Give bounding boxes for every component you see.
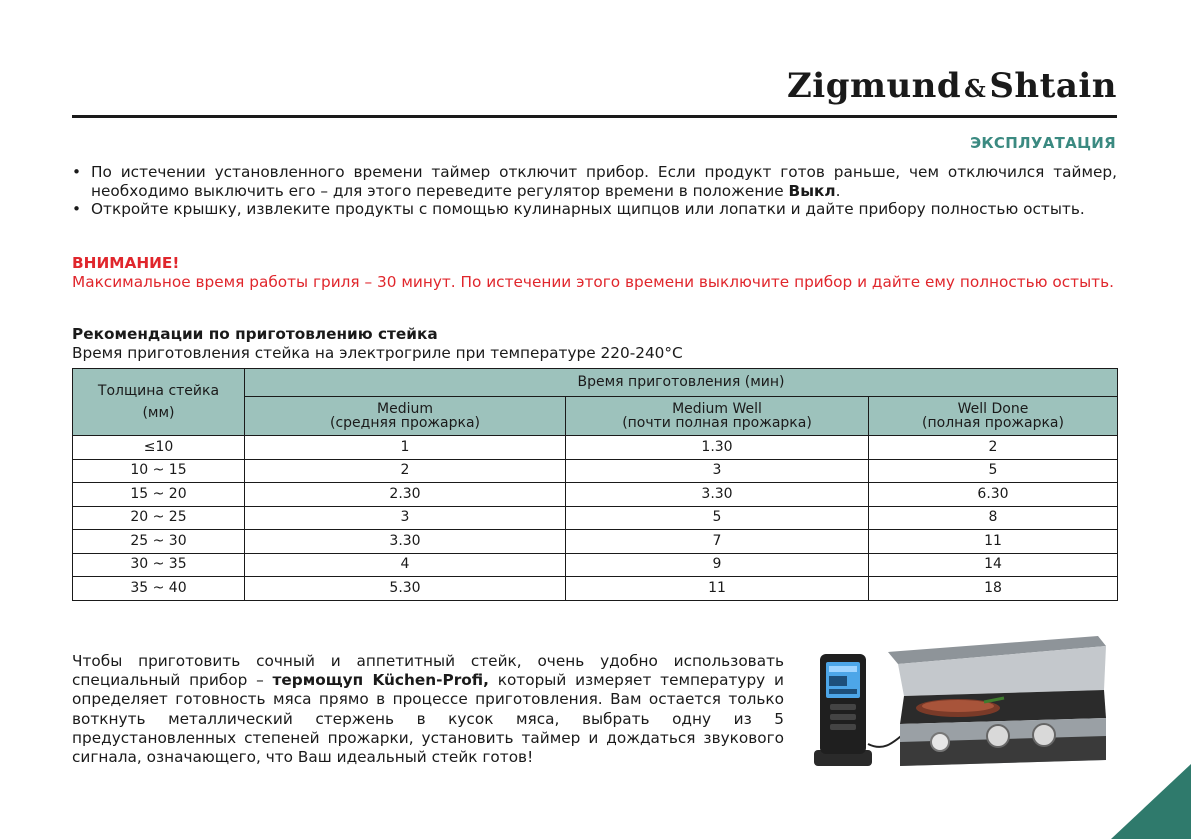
table-cell: 18 bbox=[869, 577, 1118, 601]
table-cell: 25 ~ 30 bbox=[73, 530, 245, 554]
column-header-medium-well: Medium Well (почти полная прожарка) bbox=[566, 397, 869, 436]
table-cell: 3.30 bbox=[245, 530, 566, 554]
table-cell: 9 bbox=[566, 553, 869, 577]
table-cell: 20 ~ 25 bbox=[73, 506, 245, 530]
grill-with-thermometer-photo bbox=[808, 632, 1108, 774]
thickness-header: Толщина стейка (мм) bbox=[73, 369, 245, 436]
section-title: ЭКСПЛУАТАЦИЯ bbox=[970, 134, 1116, 152]
table-cell: 4 bbox=[245, 553, 566, 577]
table-row bbox=[73, 553, 1118, 577]
corner-decoration bbox=[1051, 764, 1191, 839]
brand-logo: Zigmund &Shtain bbox=[786, 66, 1117, 106]
thermometer-paragraph: Чтобы приготовить сочный и аппетитный стейк, очень удобно использовать специальный прибор – термощуп Küchen-Profi, который измеряет температуру и определяет готовность мяса прямо в процессе приготовления. Вам остается только воткнуть металлический стержень в кусок мяса, выбрать одну из 5 предустановленных степеней прожарки, установить таймер и дождаться звукового сигнала, означающего, что Ваш идеальный стейк готов! bbox=[72, 652, 784, 767]
table-row bbox=[73, 506, 1118, 530]
recommendations-block bbox=[72, 325, 683, 363]
table-cell: 11 bbox=[566, 577, 869, 601]
table-cell: 10 ~ 15 bbox=[73, 459, 245, 483]
warning-text: Максимальное время работы гриля – 30 минут. По истечении этого времени выключите прибор и дайте ему полностью остыть. bbox=[72, 272, 1114, 291]
warning-block bbox=[72, 254, 1117, 291]
list-item: • По истечении установленного времени таймер отключит прибор. Если продукт готов раньше, чем отключился таймер, необходимо выключить его – для этого переведите регулятор времени в положение Выкл. bbox=[72, 163, 1117, 200]
table-cell: 3 bbox=[245, 506, 566, 530]
table-cell: 3.30 bbox=[566, 483, 869, 507]
column-header-well-done: Well Done (полная прожарка) bbox=[869, 397, 1118, 436]
table-cell: 15 ~ 20 bbox=[73, 483, 245, 507]
column-header-medium: Medium (средняя прожарка) bbox=[245, 397, 566, 436]
list-item: • Откройте крышку, извлеките продукты с помощью кулинарных щипцов или лопатки и дайте прибору полностью остыть. bbox=[72, 200, 1117, 219]
table-cell: 2 bbox=[869, 436, 1118, 460]
table-cell: 2.30 bbox=[245, 483, 566, 507]
cooking-time-table bbox=[72, 368, 1118, 601]
header-divider bbox=[72, 115, 1117, 118]
recommendations-subtitle: Время приготовления стейка на электрогриле при температуре 220-240°С bbox=[72, 344, 683, 362]
table-cell: 5 bbox=[869, 459, 1118, 483]
table-cell: 1 bbox=[245, 436, 566, 460]
table-row bbox=[73, 459, 1118, 483]
table-cell: ≤10 bbox=[73, 436, 245, 460]
table-row bbox=[73, 483, 1118, 507]
table-row bbox=[73, 577, 1118, 601]
table-cell: 7 bbox=[566, 530, 869, 554]
table-row bbox=[73, 530, 1118, 554]
table-cell: 30 ~ 35 bbox=[73, 553, 245, 577]
warning-title: ВНИМАНИЕ! bbox=[72, 254, 180, 272]
table-cell: 3 bbox=[566, 459, 869, 483]
recommendations-title: Рекомендации по приготовлению стейка bbox=[72, 325, 438, 343]
table-cell: 1.30 bbox=[566, 436, 869, 460]
table-cell: 14 bbox=[869, 553, 1118, 577]
table-cell: 35 ~ 40 bbox=[73, 577, 245, 601]
table-cell: 11 bbox=[869, 530, 1118, 554]
table-cell: 2 bbox=[245, 459, 566, 483]
table-cell: 8 bbox=[869, 506, 1118, 530]
table-row bbox=[73, 436, 1118, 460]
table-cell: 5 bbox=[566, 506, 869, 530]
time-header: Время приготовления (мин) bbox=[245, 369, 1118, 397]
instruction-list bbox=[72, 163, 1117, 219]
table-cell: 6.30 bbox=[869, 483, 1118, 507]
table-cell: 5.30 bbox=[245, 577, 566, 601]
